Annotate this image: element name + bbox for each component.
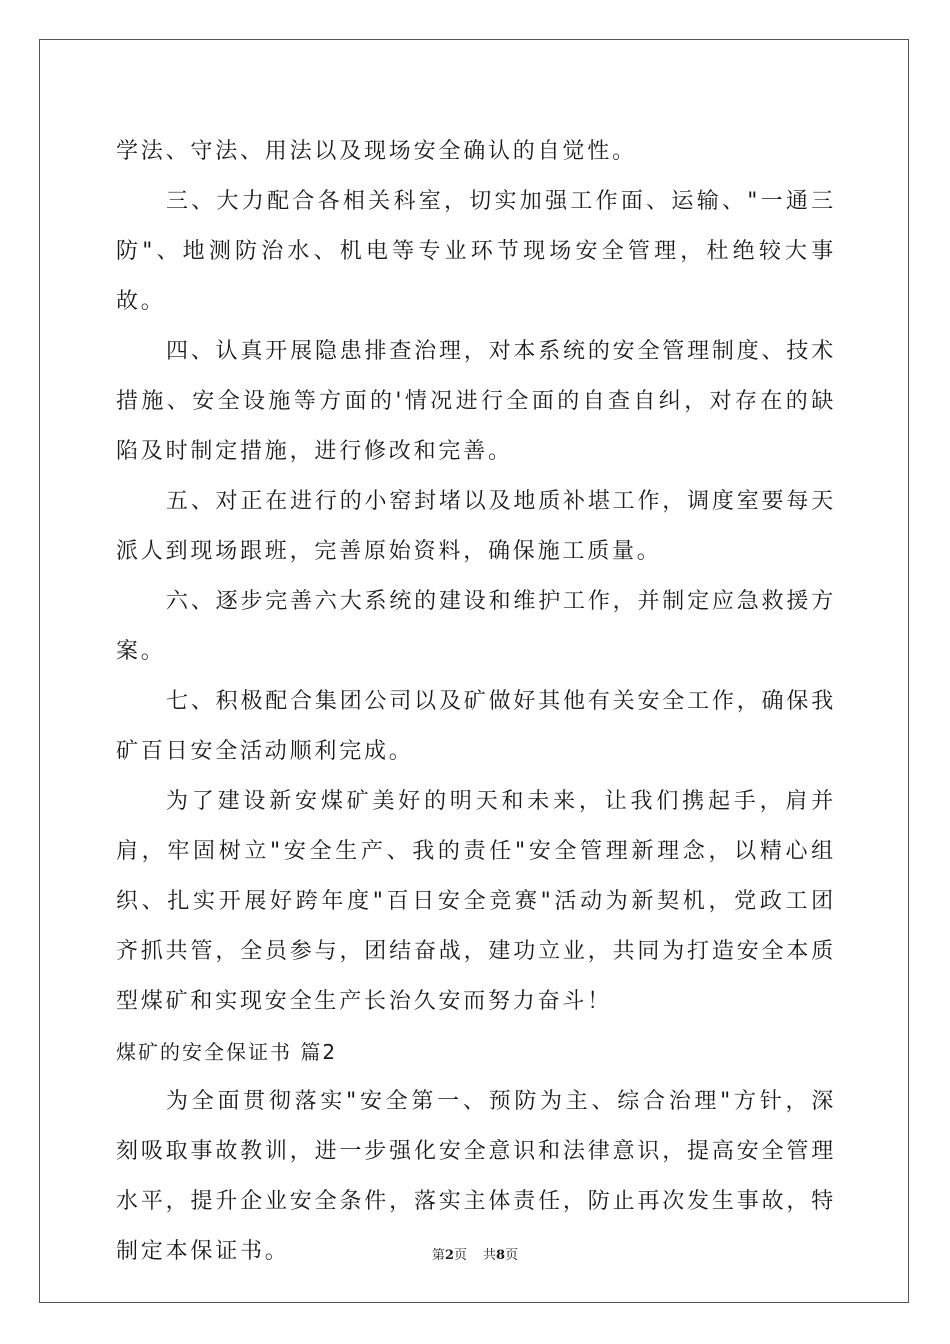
footer-page-prefix: 第 — [431, 1248, 445, 1263]
footer-page-total: 8 — [496, 1248, 506, 1263]
paragraph-closing: 为了建设新安煤矿美好的明天和未来，让我们携起手，肩并肩，牢固树立"安全生产、我的责任"安全管理新理念，以精心组织、扎实开展好跨年度"百日安全竞赛"活动为新契机，党政工团齐抓共管，全员参与，团结奋战，建功立业，共同为打造安全本质型煤矿和实现安全生产长治久安而努力奋斗！ — [116, 789, 836, 1014]
footer-total-suffix: 页 — [505, 1248, 519, 1263]
paragraph-item-3: 三、大力配合各相关科室，切实加强工作面、运输、"一通三防"、地测防治水、机电等专业环节现场安全管理，杜绝较大事故。 — [116, 189, 836, 314]
paragraph-continued: 学法、守法、用法以及现场安全确认的自觉性。 — [116, 139, 637, 164]
document-body — [116, 127, 836, 1277]
footer-page-current: 2 — [444, 1248, 454, 1263]
paragraph-item-4: 四、认真开展隐患排查治理，对本系统的安全管理制度、技术措施、安全设施等方面的'情况进行全面的自查自纠，对存在的缺陷及时制定措施，进行修改和完善。 — [116, 339, 836, 464]
paragraph-intro: 为全面贯彻落实"安全第一、预防为主、综合治理"方针，深刻吸取事故教训，进一步强化安全意识和法律意识，提高安全管理水平，提升企业安全条件，落实主体责任，防止再次发生事故，特制定本保证书。 — [116, 1089, 836, 1264]
paragraph-item-6: 六、逐步完善六大系统的建设和维护工作，并制定应急救援方案。 — [116, 589, 836, 664]
section-title: 煤矿的安全保证书 篇2 — [116, 1040, 338, 1064]
paragraph-item-7: 七、积极配合集团公司以及矿做好其他有关安全工作，确保我矿百日安全活动顺利完成。 — [116, 689, 836, 764]
footer-page-suffix: 页 — [453, 1248, 467, 1263]
paragraph-item-5: 五、对正在进行的小窑封堵以及地质补堪工作，调度室要每天派人到现场跟班，完善原始资料，确保施工质量。 — [116, 489, 836, 564]
footer-total-prefix: 共 — [483, 1248, 497, 1263]
page-footer — [0, 1244, 950, 1263]
